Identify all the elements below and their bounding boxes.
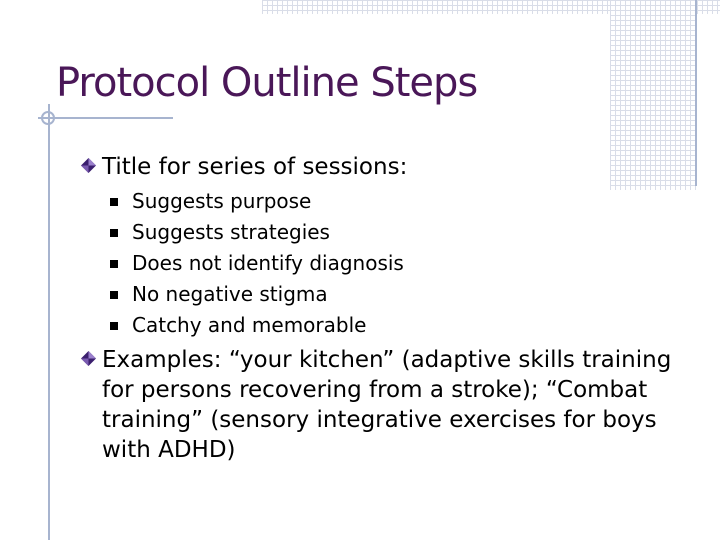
bullet-text: Examples: “your kitchen” (adaptive skills training for persons recovering from a stroke); “Combat training” (sensory integrative exercises for boys with ADHD) bbox=[102, 347, 672, 463]
list-item bbox=[80, 310, 700, 341]
list-item bbox=[80, 186, 700, 217]
slide-content bbox=[80, 152, 700, 465]
square-bullet-icon bbox=[110, 260, 118, 268]
list-item-text: Suggests purpose bbox=[132, 189, 312, 213]
list-item bbox=[80, 279, 700, 310]
list-item-text: Does not identify diagnosis bbox=[132, 251, 404, 275]
bullet-examples bbox=[80, 345, 700, 465]
bullet-title-for-series bbox=[80, 152, 700, 182]
list-item-text: Suggests strategies bbox=[132, 220, 330, 244]
list-item-text: No negative stigma bbox=[132, 282, 328, 306]
rule-circle-ornament bbox=[41, 111, 55, 125]
square-bullet-icon bbox=[110, 291, 118, 299]
square-bullet-icon bbox=[110, 229, 118, 237]
square-bullet-icon bbox=[110, 322, 118, 330]
square-bullet-icon bbox=[110, 198, 118, 206]
slide-title: Protocol Outline Steps bbox=[56, 60, 478, 106]
sub-bullet-list bbox=[80, 186, 700, 341]
title-underline-rule bbox=[38, 117, 173, 119]
bullet-text: Title for series of sessions: bbox=[102, 154, 408, 180]
diamond-bullet-icon bbox=[81, 158, 96, 173]
list-item bbox=[80, 217, 700, 248]
left-vertical-rule bbox=[48, 104, 50, 540]
list-item-text: Catchy and memorable bbox=[132, 313, 367, 337]
list-item bbox=[80, 248, 700, 279]
diamond-bullet-icon bbox=[81, 351, 96, 366]
